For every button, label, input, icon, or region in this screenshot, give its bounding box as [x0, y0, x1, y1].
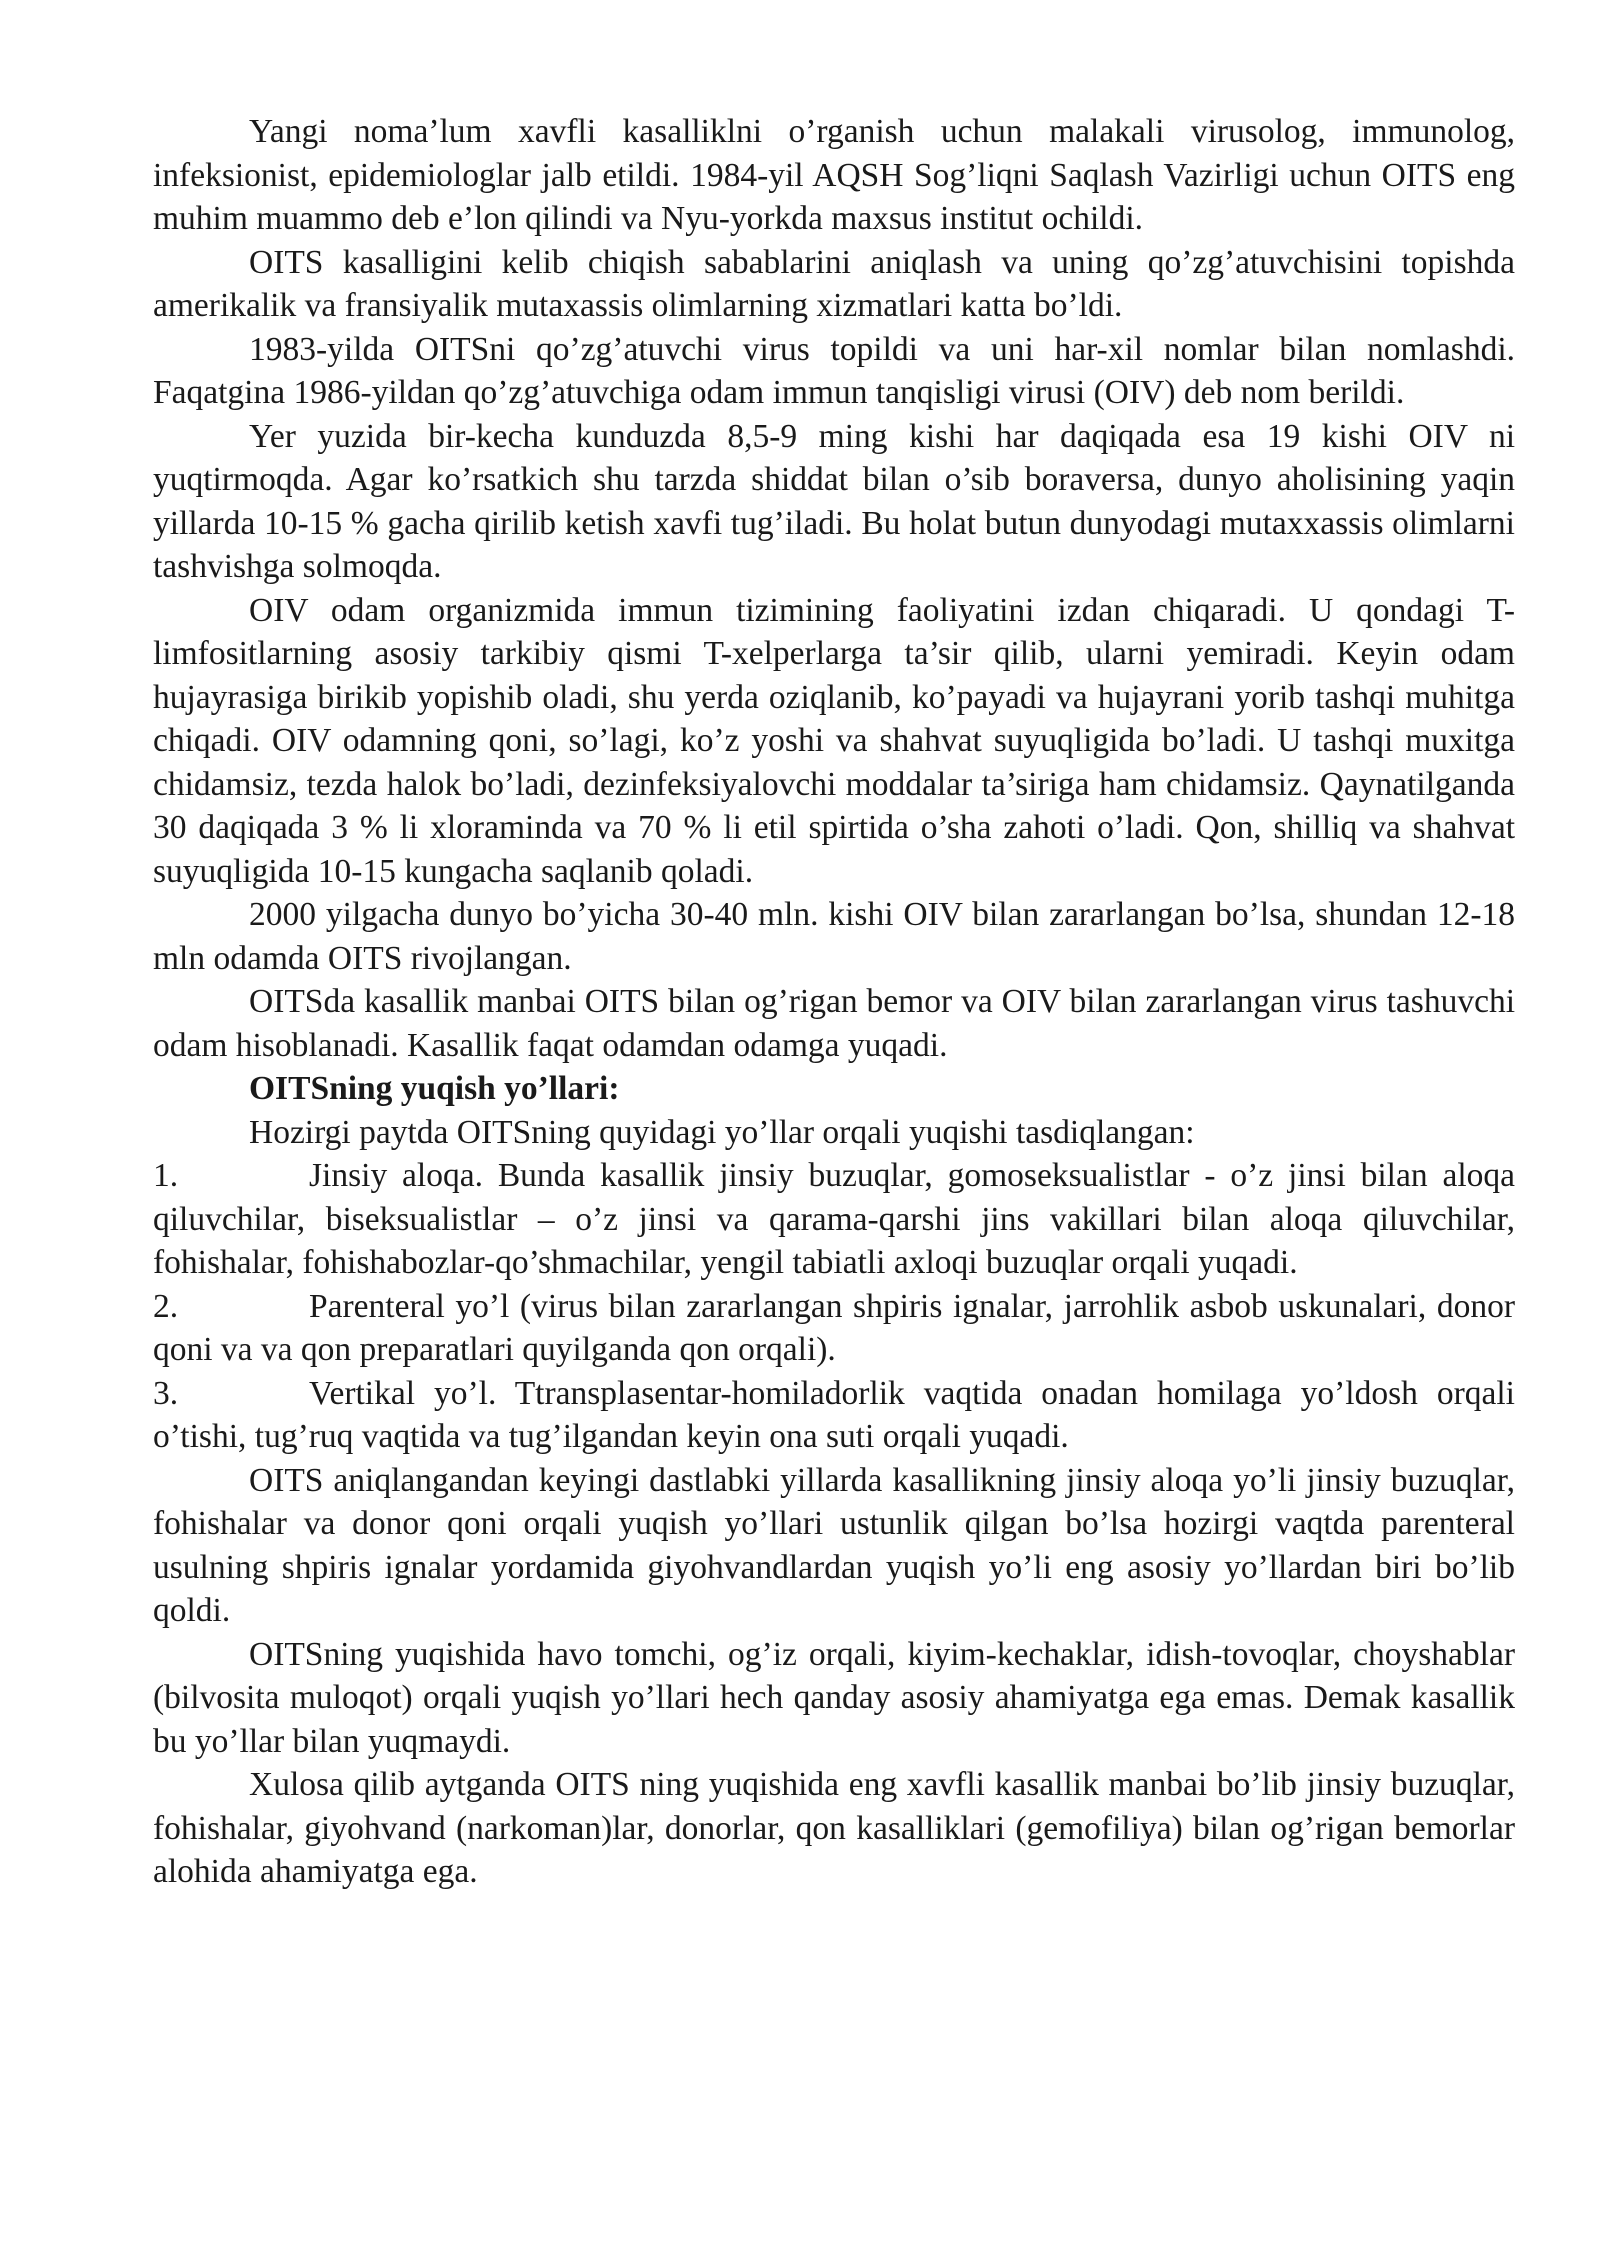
- list-item-text: Jinsiy aloqa. Bunda kasallik jinsiy buzuqlar, gomoseksualistlar - o’z jinsi bilan aloqa qiluvchilar, biseksualistlar – o’z jinsi va qarama-qarshi jins vakillari bilan aloqa qiluvchilar, fohishalar, fohishabozlar-qo’shmachilar, yengil tabiatli axloqi buzuqlar orqali yuqadi.: [153, 1157, 1515, 1281]
- paragraph: Yangi noma’lum xavfli kasalliklni o’rganish uchun malakali virusolog, immunolog, infeksionist, epidemiologlar jalb etildi. 1984-yil AQSH Sog’liqni Saqlash Vazirligi uchun OITS eng muhim muammo deb e’lon qilindi va Nyu-yorkda maxsus institut ochildi.: [153, 113, 1515, 237]
- numbered-list: [153, 1154, 1515, 1459]
- paragraph: Yer yuzida bir-kecha kunduzda 8,5-9 ming kishi har daqiqada esa 19 kishi OIV ni yuqtirmoqda. Agar ko’rsatkich shu tarzda shiddat bilan o’sib boraversa, dunyo aholisining yaqin yillarda 10-15 % gacha qirilib ketish xavfi tug’iladi. Bu holat butun dunyodagi mutaxxassis olimlarni tashvishga solmoqda.: [153, 417, 1515, 585]
- list-item-text: Parenteral yo’l (virus bilan zararlangan shpiris ignalar, jarrohlik asbob uskunalari, donor qoni va va qon preparatlari quyilganda qon orqali).: [153, 1287, 1515, 1368]
- list-intro: Hozirgi paytda OITSning quyidagi yo’llar orqali yuqishi tasdiqlangan:: [249, 1113, 1195, 1151]
- paragraph: OIV odam organizmida immun tizimining faoliyatini izdan chiqaradi. U qondagi T-limfositlarning asosiy tarkibiy qismi T-xelperlarga ta’sir qilib, ularni yemiradi. Keyin odam hujayrasiga birikib yopishib oladi, shu yerda oziqlanib, ko’payadi va hujayrani yorib tashqi muhitga chiqadi. OIV odamning qoni, so’lagi, ko’z yoshi va shahvat suyuqligida bo’ladi. U tashqi muxitga chidamsiz, tezda halok bo’ladi, dezinfeksiyalovchi moddalar ta’siriga ham chidamsiz. Qaynatilganda 30 daqiqada 3 % li xloraminda va 70 % li etil spirtida o’sha zahoti o’ladi. Qon, shilliq va shahvat suyuqligida 10-15 kungacha saqlanib qoladi.: [153, 591, 1515, 890]
- paragraph: OITS aniqlangandan keyingi dastlabki yillarda kasallikning jinsiy aloqa yo’li jinsiy buzuqlar, fohishalar va donor qoni orqali yuqish yo’llari ustunlik qilgan bo’lsa hozirgi vaqtda parenteral usulning shpiris ignalar yordamida giyohvandlardan yuqish yo’li eng asosiy yo’llardan biri bo’lib qoldi.: [153, 1461, 1515, 1629]
- list-item-text: Vertikal yo’l. Ttransplasentar-homiladorlik vaqtida onadan homilaga yo’ldosh orqali o’tishi, tug’ruq vaqtida va tug’ilgandan keyin ona suti orqali yuqadi.: [153, 1374, 1515, 1455]
- list-item-number: 1.: [153, 1157, 179, 1194]
- list-item: [153, 1372, 1515, 1459]
- paragraph: 2000 yilgacha dunyo bo’yicha 30-40 mln. kishi OIV bilan zararlangan bo’lsa, shundan 12-18 mln odamda OITS rivojlangan.: [153, 896, 1515, 977]
- document-page: [153, 110, 1515, 1894]
- list-item: [153, 1285, 1515, 1372]
- paragraph: OITSda kasallik manbai OITS bilan og’rigan bemor va OIV bilan zararlangan virus tashuvchi odam hisoblanadi. Kasallik faqat odamdan odamga yuqadi.: [153, 983, 1515, 1064]
- section-heading: OITSning yuqish yo’llari:: [249, 1070, 620, 1107]
- paragraph: OITSning yuqishida havo tomchi, og’iz orqali, kiyim-kechaklar, idish-tovoqlar, choyshablar (bilvosita muloqot) orqali yuqish yo’llari hech qanday asosiy ahamiyatga ega emas. Demak kasallik bu yo’llar bilan yuqmaydi.: [153, 1635, 1515, 1760]
- paragraph: OITS kasalligini kelib chiqish sabablarini aniqlash va uning qo’zg’atuvchisini topishda amerikalik va fransiyalik mutaxassis olimlarning xizmatlari katta bo’ldi.: [153, 243, 1515, 324]
- paragraph: Xulosa qilib aytganda OITS ning yuqishida eng xavfli kasallik manbai bo’lib jinsiy buzuqlar, fohishalar, giyohvand (narkoman)lar, donorlar, qon kasalliklari (gemofiliya) bilan og’rigan bemorlar alohida ahamiyatga ega.: [153, 1766, 1515, 1890]
- paragraph: 1983-yilda OITSni qo’zg’atuvchi virus topildi va uni har-xil nomlar bilan nomlashdi. Faqatgina 1986-yildan qo’zg’atuvchiga odam immun tanqisligi virusi (OIV) deb nom berildi.: [153, 330, 1515, 411]
- list-item: [153, 1154, 1515, 1285]
- list-item-number: 3.: [153, 1374, 179, 1412]
- list-item-number: 2.: [153, 1287, 179, 1325]
